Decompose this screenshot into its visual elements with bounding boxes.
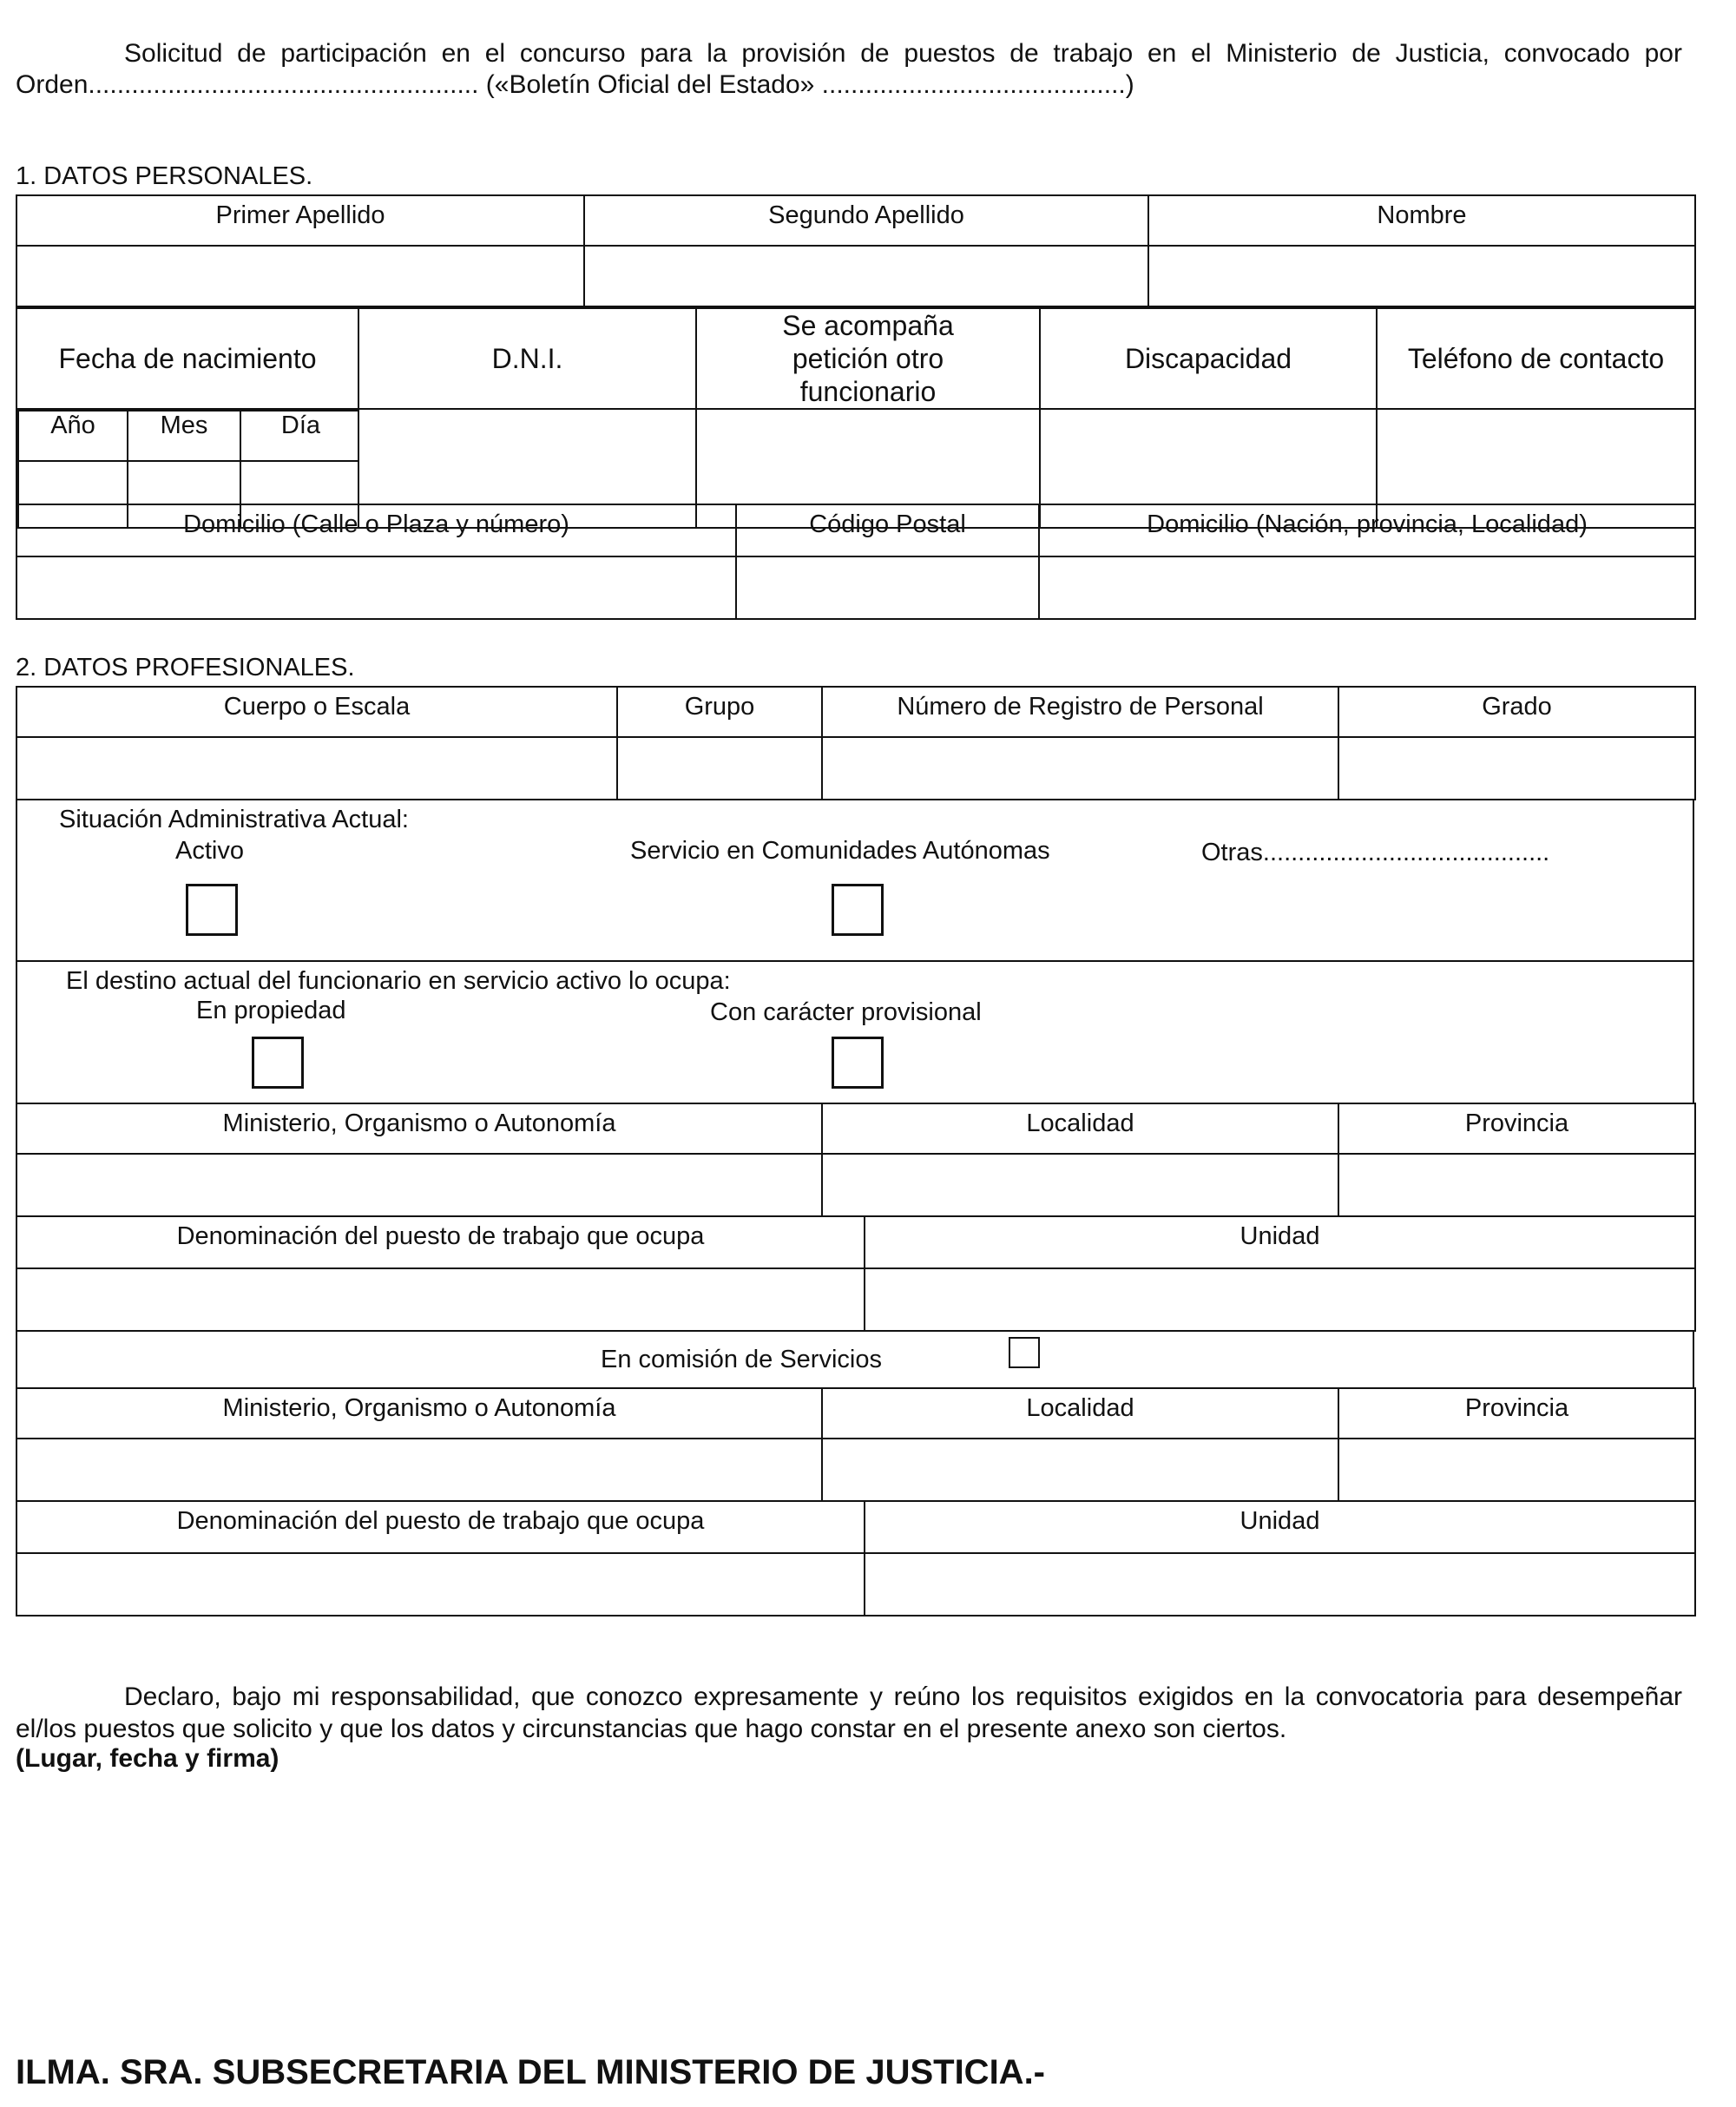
comision-denominacion-label: Denominación del puesto de trabajo que ocupa xyxy=(16,1501,865,1553)
personal-data-table-address xyxy=(16,504,1696,620)
nrp-field[interactable] xyxy=(822,737,1338,800)
comision-ministerio-table xyxy=(16,1387,1696,1502)
unidad-field[interactable] xyxy=(865,1268,1695,1331)
primer-apellido-label: Primer Apellido xyxy=(16,195,584,246)
nombre-field[interactable] xyxy=(1148,246,1695,306)
ministerio-label: Ministerio, Organismo o Autonomía xyxy=(16,1103,822,1154)
intro-line-1: Solicitud de participación en el concurso para la provisión de puestos de trabajo en el Ministerio de Justicia, convocado por xyxy=(124,39,1682,68)
destino-label: El destino actual del funcionario en servicio activo lo ocupa: xyxy=(66,967,731,995)
denominacion-field[interactable] xyxy=(16,1268,865,1331)
propiedad-checkbox[interactable] xyxy=(252,1037,304,1089)
section-2-title: 2. DATOS PROFESIONALES. xyxy=(16,654,355,681)
grado-field[interactable] xyxy=(1338,737,1695,800)
signature-label: (Lugar, fecha y firma) xyxy=(16,1744,279,1773)
activo-label: Activo xyxy=(175,837,244,865)
comision-provincia-label: Provincia xyxy=(1338,1388,1695,1439)
personal-data-table-ids xyxy=(16,307,1696,529)
grupo-label: Grupo xyxy=(617,687,822,737)
destino-box xyxy=(16,960,1694,1104)
grado-label: Grado xyxy=(1338,687,1695,737)
comision-ministerio-field[interactable] xyxy=(16,1439,822,1501)
destino-denominacion-table xyxy=(16,1215,1696,1332)
comision-localidad-label: Localidad xyxy=(822,1388,1338,1439)
domicilio-calle-label: Domicilio (Calle o Plaza y número) xyxy=(16,504,736,556)
comision-provincia-field[interactable] xyxy=(1338,1439,1695,1501)
otras-label: Otras......................................... xyxy=(1201,839,1550,866)
segundo-apellido-field[interactable] xyxy=(584,246,1148,306)
comision-localidad-field[interactable] xyxy=(822,1439,1338,1501)
comision-ministerio-label: Ministerio, Organismo o Autonomía xyxy=(16,1388,822,1439)
provincia-label: Provincia xyxy=(1338,1103,1695,1154)
dni-label: D.N.I. xyxy=(358,308,696,409)
ministerio-field[interactable] xyxy=(16,1154,822,1216)
domicilio-calle-field[interactable] xyxy=(16,556,736,619)
provisional-label: Con carácter provisional xyxy=(710,998,982,1026)
comision-label: En comisión de Servicios xyxy=(601,1346,882,1373)
intro-line-2: Orden...................................................... («Boletín Oficial del Estado» ..........................................) xyxy=(16,70,1134,99)
denominacion-label: Denominación del puesto de trabajo que ocupa xyxy=(16,1216,865,1268)
primer-apellido-field[interactable] xyxy=(16,246,584,306)
acompana-label: Se acompaña petición otro funcionario xyxy=(696,308,1040,409)
propiedad-label: En propiedad xyxy=(196,997,346,1024)
domicilio-nacion-field[interactable] xyxy=(1039,556,1695,619)
segundo-apellido-label: Segundo Apellido xyxy=(584,195,1148,246)
grupo-field[interactable] xyxy=(617,737,822,800)
telefono-label: Teléfono de contacto xyxy=(1377,308,1695,409)
codigo-postal-label: Código Postal xyxy=(736,504,1039,556)
mes-label: Mes xyxy=(128,411,240,461)
provisional-checkbox[interactable] xyxy=(832,1037,884,1089)
discapacidad-label: Discapacidad xyxy=(1040,308,1377,409)
comision-denominacion-field[interactable] xyxy=(16,1553,865,1616)
personal-data-table-names xyxy=(16,194,1696,307)
localidad-label: Localidad xyxy=(822,1103,1338,1154)
situacion-box xyxy=(16,799,1694,962)
nombre-label: Nombre xyxy=(1148,195,1695,246)
nrp-label: Número de Registro de Personal xyxy=(822,687,1338,737)
fecha-nacimiento-label: Fecha de nacimiento xyxy=(16,308,358,409)
anio-label: Año xyxy=(18,411,128,461)
comision-row xyxy=(16,1330,1694,1389)
provincia-field[interactable] xyxy=(1338,1154,1695,1216)
comision-unidad-label: Unidad xyxy=(865,1501,1695,1553)
unidad-label: Unidad xyxy=(865,1216,1695,1268)
situacion-label: Situación Administrativa Actual: xyxy=(59,806,409,833)
activo-checkbox[interactable] xyxy=(186,884,238,936)
servicio-ccaa-checkbox[interactable] xyxy=(832,884,884,936)
comision-denominacion-table xyxy=(16,1500,1696,1616)
comision-unidad-field[interactable] xyxy=(865,1553,1695,1616)
cuerpo-label: Cuerpo o Escala xyxy=(16,687,617,737)
codigo-postal-field[interactable] xyxy=(736,556,1039,619)
servicio-ccaa-label: Servicio en Comunidades Autónomas xyxy=(630,837,1050,865)
cuerpo-field[interactable] xyxy=(16,737,617,800)
dia-label: Día xyxy=(240,411,358,461)
declaration-text: Declaro, bajo mi responsabilidad, que conozco expresamente y reúno los requisitos exigidos en la convocatoria para desempeñar el/los puestos que solicito y que los datos y circunstancias que hago constar en el presente anexo son ciertos. xyxy=(16,1682,1682,1743)
domicilio-nacion-label: Domicilio (Nación, provincia, Localidad) xyxy=(1039,504,1695,556)
localidad-field[interactable] xyxy=(822,1154,1338,1216)
professional-data-table-cuerpo xyxy=(16,686,1696,800)
addressee: ILMA. SRA. SUBSECRETARIA DEL MINISTERIO DE JUSTICIA.- xyxy=(16,2053,1045,2091)
section-1-title: 1. DATOS PERSONALES. xyxy=(16,162,313,190)
destino-ministerio-table xyxy=(16,1103,1696,1217)
comision-checkbox[interactable] xyxy=(1009,1337,1040,1368)
